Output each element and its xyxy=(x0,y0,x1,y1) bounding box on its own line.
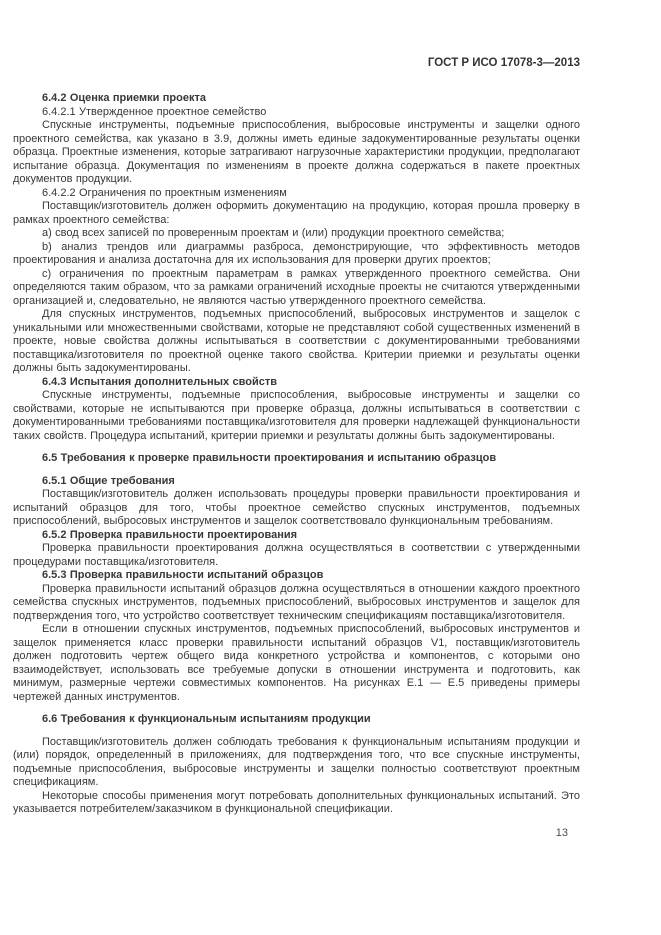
paragraph: Спускные инструменты, подъемные приспособления, выбросовые инструменты и защелки со свойствами, которые не испытываются при проверке образца, должны испытываться в соответствии с документированными требованиями поставщика/изготовителя для проверки надлежащей функциональности таких свойств. Процедура испытаний, критерии приемки и результаты должны быть задокументированы. xyxy=(13,389,580,442)
paragraph: Для спускных инструментов, подъемных приспособлений, выбросовых инструментов и защелок с уникальными или множественными свойствами, которые не представляют собой существенных изменений в проекте, новые свойства должны испытываться в соответствии с документированными требованиями поставщика/изготовителя по проектной оценке такого свойства. Критерии приемки и результаты оценки должны быть задокументированы. xyxy=(13,308,580,374)
paragraph: Если в отношении спускных инструментов, подъемных приспособлений, выбросовых инструментов и защелок применяется класс проверки правильности испытаний образцов V1, поставщик/изготовитель должен подготовить чертеж общего вида конкретного устройства и компонентов, с которыми оно взаимодействует, использовать все требуемые допуски в отношении инструмента и подготовить, как минимум, размерные чертежи совместимых компонентов. На рисунках Е.1 — Е.5 приведены примеры чертежей данных инструментов. xyxy=(13,623,580,703)
paragraph: Некоторые способы применения могут потребовать дополнительных функциональных испытаний. Это указывается потребителем/заказчиком в функциональной спецификации. xyxy=(13,789,580,815)
document-body xyxy=(13,92,580,817)
paragraph: Поставщик/изготовитель должен соблюдать требования к функциональным испытаниям продукции и (или) порядок, определенный в приложениях, для подтверждения того, что все спускные инструменты, подъемные приспособления, выбросовые инструменты и защелки полностью соответствуют проектным спецификациям. xyxy=(13,735,580,788)
document-code-header: ГОСТ Р ИСО 17078-3—2013 xyxy=(427,57,580,69)
paragraph: Проверка правильности проектирования должна осуществляться в соответствии с утвержденными процедурами поставщика/изготовителя. xyxy=(13,542,580,568)
section-heading: 6.5.1 Общие требования xyxy=(42,474,175,487)
paragraph: Проверка правильности испытаний образцов должна осуществляться в отношении каждого проектного семейства спускных инструментов, подъемных приспособлений, выбросовых инструментов и защелок для подтверждения того, что устройство соответствует техническим спецификациям поставщика/изготовителя. xyxy=(13,582,580,622)
page-number: 13 xyxy=(555,826,568,839)
section-heading: 6.5.2 Проверка правильности проектирования xyxy=(42,528,298,541)
section-heading: 6.4.2.2 Ограничения по проектным изменениям xyxy=(42,186,287,199)
section-heading: 6.4.2.1 Утвержденное проектное семейство xyxy=(42,105,267,118)
paragraph: b) анализ трендов или диаграммы разброса, демонстрирующие, что эффективность методов проектирования и анализа достаточна для их использования для проверки других проектов; xyxy=(13,240,580,266)
section-heading: 6.4.3 Испытания дополнительных свойств xyxy=(42,375,278,388)
section-heading: 6.5 Требования к проверке правильности проектирования и испытанию образцов xyxy=(42,452,497,464)
section-heading: 6.4.2 Оценка приемки проекта xyxy=(42,92,206,104)
paragraph: Спускные инструменты, подъемные приспособления, выбросовые инструменты и защелки одного проектного семейства, как указано в 3.9, должны иметь единые задокументированные результаты оценки образца. Проектные изменения, которые затрагивают нагрузочные характеристики продукции, предполагают испытание образца. Документация по изменениям в проекте должна содержаться в пакете проектных документов продукции. xyxy=(13,119,580,185)
paragraph: Поставщик/изготовитель должен использовать процедуры проверки правильности проектирования и испытаний образцов для того, чтобы проектное семейство спускных инструментов, подъемных приспособлений, выбросовых инструментов и защелок соответствовало функциональным требованиям. xyxy=(13,488,580,527)
paragraph: Поставщик/изготовитель должен оформить документацию на продукцию, которая прошла проверку в рамках проектного семейства: xyxy=(13,200,580,226)
section-heading: 6.6 Требования к функциональным испытаниям продукции xyxy=(42,713,371,725)
paragraph: c) ограничения по проектным параметрам в рамках утвержденного проектного семейства. Они определяются таким образом, что за рамками ограничений исходные проекты не считаются утвержденными организацией и, следовательно, не являются частью утвержденного проектного семейства. xyxy=(13,267,580,307)
section-heading: 6.5.3 Проверка правильности испытаний образцов xyxy=(42,569,324,581)
paragraph: a) свод всех записей по проверенным проектам и (или) продукции проектного семейства; xyxy=(42,227,505,239)
